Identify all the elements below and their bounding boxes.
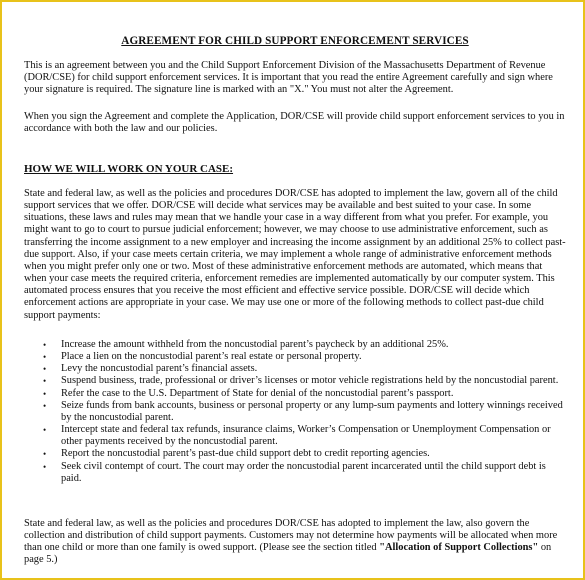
bullet-icon: • xyxy=(43,425,47,436)
list-item-text: Suspend business, trade, professional or driver’s licenses or motor vehicle registrations held by the noncustodial parent. xyxy=(61,375,559,387)
list-item xyxy=(24,400,566,424)
list-item-text: Levy the noncustodial parent’s financial assets. xyxy=(61,363,258,375)
list-item xyxy=(24,363,566,375)
list-item-text: Intercept state and federal tax refunds, insurance claims, Worker’s Compensation or Unemployment Compensation or other payments received by the noncustodial parent. xyxy=(61,424,551,448)
final-paragraph-text: State and federal law, as well as the policies and procedures DOR/CSE has adopted to implement the law, also govern the collection and distribution of child support payments. Customers may not determine how payments will be allocated when more than one child or more than one family is owed support. (Please see the section titled xyxy=(24,518,558,554)
allocation-section-reference: "Allocation of Support Collections" xyxy=(379,542,539,554)
document-title: AGREEMENT FOR CHILD SUPPORT ENFORCEMENT SERVICES xyxy=(121,35,469,47)
enforcement-methods-list xyxy=(24,339,566,485)
bullet-icon: • xyxy=(43,449,47,460)
list-item-text: Place a lien on the noncustodial parent’s real estate or personal property. xyxy=(61,351,362,363)
list-item xyxy=(24,351,566,363)
section-heading: HOW WE WILL WORK ON YOUR CASE: xyxy=(24,163,234,175)
final-paragraph-page-ref: on page 5.) xyxy=(24,542,552,566)
final-paragraph xyxy=(24,518,566,567)
work-paragraph: State and federal law, as well as the policies and procedures DOR/CSE has adopted to implement the law, govern all of the child support services that we offer. DOR/CSE will decide what services may be available and best suited to your case. In some situations, these laws and rules may mean that we handle your case in a way different from what you prefer. For example, you might want to go to court to pursue judicial enforcement; however, we may choose to use administrative enforcement, such as transferring the income assignment to a new employer and increasing the income assignment by an additional 25% to collect past-due support. Also, if your case meets certain criteria, we may implement a whole range of administrative enforcement methods when you might prefer only one or two. Most of these administrative enforcement methods are automated, which means that when your case meets the required criteria, enforcement remedies are implemented automatically by our computer system. This automated process ensures that you receive the most efficient and effective service possible. DOR/CSE will decide which enforcement actions are appropriate in your case. We may use one or more of the following methods to collect past-due child support payments: xyxy=(24,188,566,321)
list-item xyxy=(24,448,566,460)
list-item xyxy=(24,461,566,485)
list-item xyxy=(24,388,566,400)
list-item-text: Refer the case to the U.S. Department of State for denial of the noncustodial parent’s passport. xyxy=(61,387,454,399)
list-item xyxy=(24,339,566,351)
bullet-icon: • xyxy=(43,461,47,472)
list-item-text: Seize funds from bank accounts, business or personal property or any lump-sum payments and lottery winnings received by the noncustodial parent. xyxy=(61,399,563,423)
list-item xyxy=(24,424,566,448)
sign-paragraph: When you sign the Agreement and complete the Application, DOR/CSE will provide child support enforcement services to you in accordance with both the law and our policies. xyxy=(24,111,565,135)
bullet-icon: • xyxy=(43,364,47,375)
bullet-icon: • xyxy=(43,388,47,399)
bullet-icon: • xyxy=(43,376,47,387)
list-item xyxy=(24,375,566,387)
bullet-icon: • xyxy=(43,352,47,363)
bullet-icon: • xyxy=(43,400,47,411)
intro-paragraph: This is an agreement between you and the Child Support Enforcement Division of the Massachusetts Department of Revenue (DOR/CSE) for child support enforcement services. It is important that you read the entire Agreement carefully and sign where your signature is required. The signature line is marked with an "X." You must not alter the Agreement. xyxy=(24,60,553,96)
list-item-text: Increase the amount withheld from the noncustodial parent’s paycheck by an additional 25%. xyxy=(61,339,449,350)
list-item-text: Seek civil contempt of court. The court may order the noncustodial parent incarcerated until the child support debt is paid. xyxy=(61,460,546,484)
bullet-icon: • xyxy=(43,340,47,350)
list-item-text: Report the noncustodial parent’s past-due child support debt to credit reporting agencies. xyxy=(61,448,430,460)
